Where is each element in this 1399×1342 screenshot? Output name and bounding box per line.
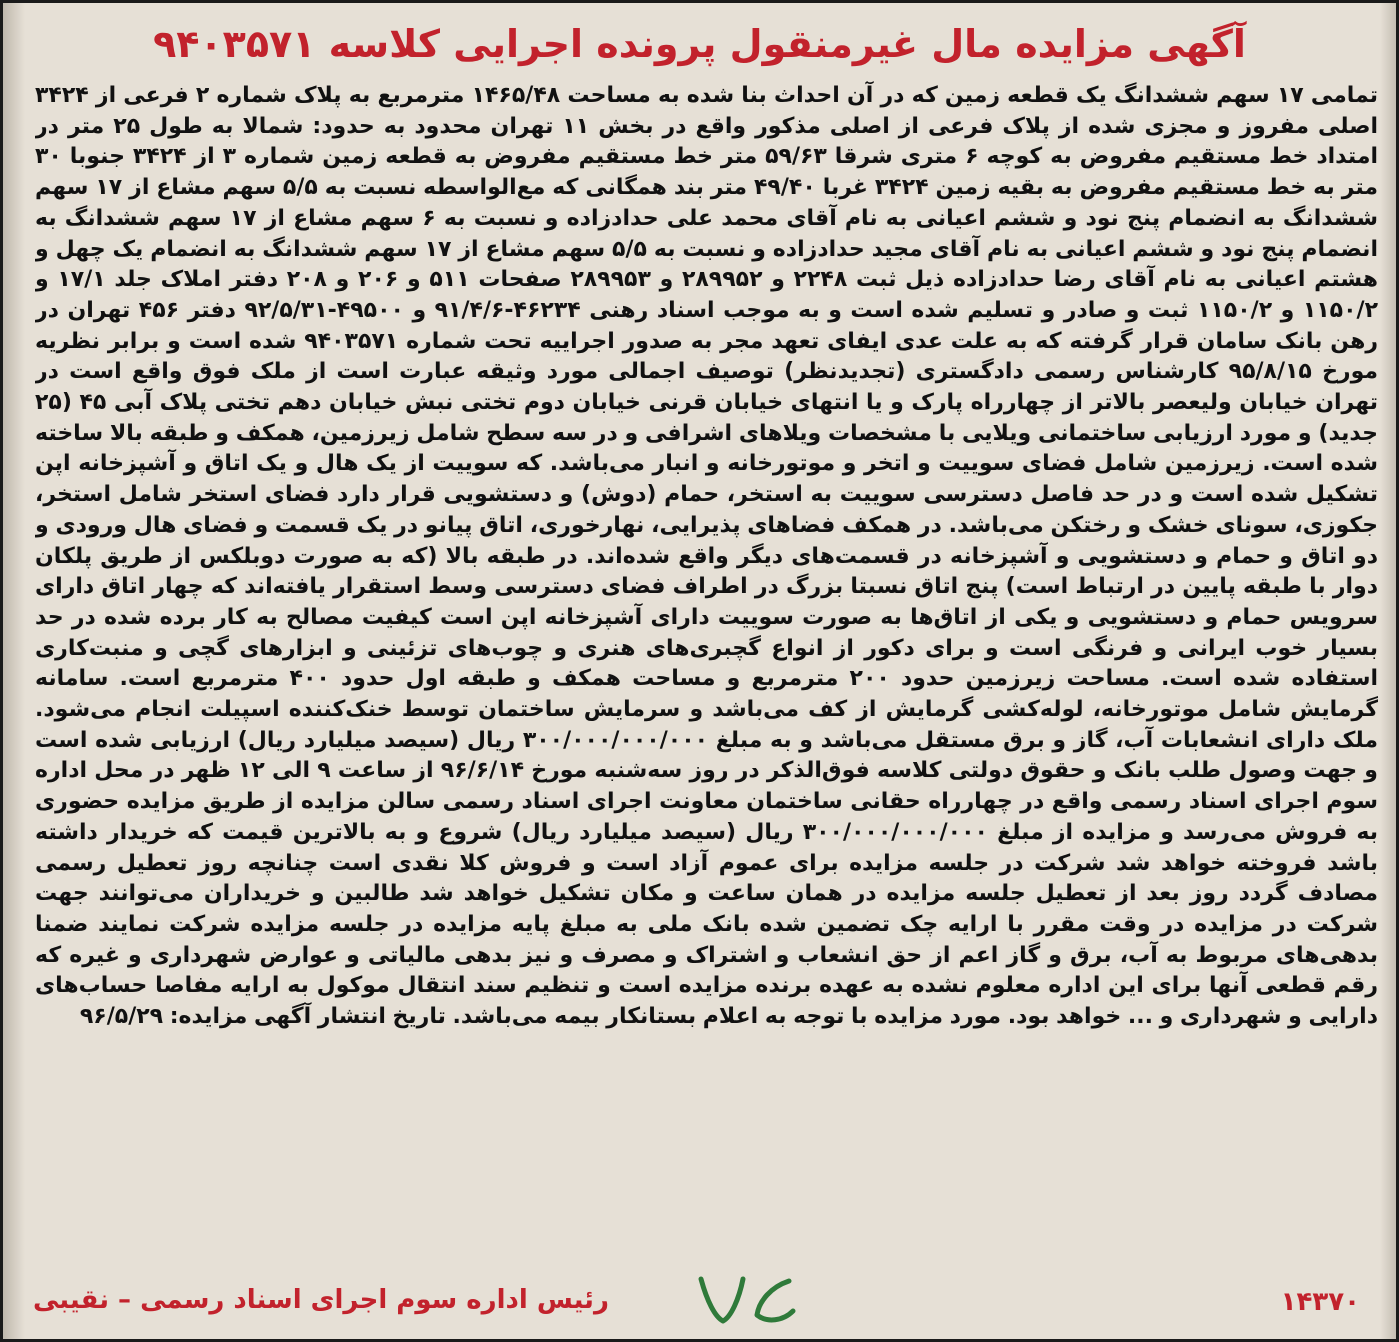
notice-body-text: تمامی ۱۷ سهم ششدانگ یک قطعه زمین که در آن احداث بنا شده به مساحت ۱۴۶۵/۴۸ مترمربع به پلاک شماره ۲ فرعی از ۳۴۲۴ اصلی مفروز و مجزی شده از پلاک فرعی از اصلی مذکور واقع در بخش ۱۱ تهران محدود به حدود: شمالا به طول ۲۵ متر در امتداد خط مستقیم مفروض به کوچه ۶ متری شرقا ۵۹/۶۳ متر خط مستقیم مفروض به قطعه زمین شماره ۳ از ۳۴۲۴ جنوبا ۳۰ متر به خط مستقیم مفروض به بقیه زمین ۳۴۲۴ غربا ۴۹/۴۰ متر بند همگانی که مع‌الواسطه نسبت به ۵/۵ سهم مشاع از ۱۷ سهم ششدانگ به انضمام پنج نود و ششم اعیانی به نام آقای محمد علی حدادزاده و نسبت به ۶ سهم مشاع از ۱۷ سهم ششدانگ به انضمام پنج نود و ششم اعیانی به نام آقای مجید حدادزاده و نسبت به ۵/۵ سهم مشاع از ۱۷ سهم ششدانگ به انضمام یک چهل و هشتم اعیانی به نام آقای رضا حدادزاده ذیل ثبت ۲۲۴۸ و ۲۸۹۹۵۲ و ۲۸۹۹۵۳ صفحات ۵۱۱ و ۲۰۶ و ۲۰۸ دفتر املاک جلد ۱۷/۱ و ۱۱۵۰/۲ و ۱۱۵۰/۲ ثبت و صادر و تسلیم شده است و به موجب اسناد رهنی ۴۶۲۳۴-۹۱/۴/۶ و ۴۹۵۰۰-۹۲/۵/۳۱ دفتر ۴۵۶ تهران در رهن بانک سامان قرار گرفته که به علت عدی ایفای تعهد مجر به صدور اجراییه تحت شماره ۹۴۰۳۵۷۱ شده است و برابر نظریه مورخ ۹۵/۸/۱۵ کارشناس رسمی دادگستری (تجدیدنظر) توصیف اجمالی مورد وثیقه عبارت است از ملک فوق واقع است در تهران خیابان ولیعصر بالاتر از چهارراه پارک و یا انتهای خیابان قرنی خیابان دوم تختی نبش خیابان دهم تختی پلاک آبی ۴۵ (۲۵ جدید) و مورد ارزیابی ساختمانی ویلایی با مشخصات ویلاهای اشرافی و در سه سطح شامل زیرزمین، همکف و طبقه بالا ساخته شده است. زیرزمین شامل فضای سوییت و اتخر و موتورخانه و انبار می‌باشد. که سوییت از یک هال و یک اتاق و آشپزخانه اپن تشکیل شده است و در حد فاصل دسترسی سوییت به استخر، حمام (دوش) و دستشویی قرار دارد فضای استخر شامل استخر، جکوزی، سونای خشک و رختکن می‌باشد. در همکف فضاهای پذیرایی، نهارخوری، اتاق پیانو در یک قسمت و فضای هال ورودی و دو اتاق و حمام و دستشویی و آشپزخانه در قسمت‌های دیگر واقع شده‌اند. در طبقه بالا (که به صورت دوبلکس از طریق پلکان دوار با طبقه پایین در ارتباط است) پنج اتاق نسبتا بزرگ در اطراف فضای دسترسی وسط استقرار یافته‌اند که چهار اتاق دارای سرویس حمام و دستشویی و یکی از اتاق‌ها به صورت سوییت دارای آشپزخانه اپن است کیفیت مصالح به کار برده شده در حد بسیار خوب ایرانی و فرنگی است و برای دکور از انواع گچبری‌های هنری و چوب‌های تزئینی و ابزارهای گچی و منبت‌کاری استفاده شده است. مساحت زیرزمین حدود ۲۰۰ مترمربع و مساحت همکف و طبقه اول حدود ۴۰۰ مترمربع است. سامانه گرمایش شامل موتورخانه، لوله‌کشی گرمایش از کف می‌باشد و سرمایش ساختمان توسط خنک‌کننده اسپیلت انجام می‌شود. ملک دارای انشعابات آب، گاز و برق مستقل می‌باشد و به مبلغ ۳۰۰/۰۰۰/۰۰۰/۰۰۰ ریال (سیصد میلیارد ریال) ارزیابی شده است و جهت وصول طلب بانک و حقوق دولتی کلاسه فوق‌الذکر در روز سه‌شنبه مورخ ۹۶/۶/۱۴ از ساعت ۹ الی ۱۲ ظهر در محل اداره سوم اجرای اسناد رسمی واقع در چهارراه حقانی ساختمان معاونت اجرای اسناد رسمی سالن مزایده از طریق مزایده حضوری به فروش می‌رسد و مزایده از مبلغ ۳۰۰/۰۰۰/۰۰۰/۰۰۰ ریال (سیصد میلیارد ریال) شروع و به بالاترین قیمت که خریدار داشته باشد فروخته خواهد شد شرکت در جلسه مزایده برای عموم آزاد است و فروش کلا نقدی است چنانچه روز تعطیل رسمی مصادف گردد روز بعد از تعطیل جلسه مزایده در همان ساعت و مکان تشکیل خواهد شد طالبین و خریداران می‌توانند جهت شرکت در مزایده در وقت مقرر با ارایه چک تضمین شده بانک ملی به مبلغ پایه مزایده در جلسه مزایده شرکت نمایند ضمنا بدهی‌های مربوط به آب، برق و گاز اعم از حق انشعاب و اشتراک و مصرف و نیز بدهی مالیاتی و عوارض شهرداری و غیره که رقم قطعی آنها برای این اداره معلوم نشده به عهده برنده مزایده است و تنظیم سند انتقال موکول به ارایه مفاصا حساب‌های دارایی و شهرداری و ... خواهد بود. مورد مزایده با توجه به اعلام بستانکار بیمه می‌باشد. bbox=[35, 83, 1378, 1030]
handwritten-number-mark bbox=[693, 1271, 803, 1327]
signature-line: رئیس اداره سوم اجرای اسناد رسمی – نقیبی bbox=[33, 1285, 609, 1315]
left-edge-shadow bbox=[3, 3, 25, 1339]
right-edge-shadow bbox=[1380, 3, 1396, 1339]
ad-code: ۱۴۳۷۰ bbox=[1280, 1287, 1360, 1317]
notice-title: آگهی مزایده مال غیرمنقول پرونده اجرایی کلاسه ۹۴۰۳۵۷۱ bbox=[153, 22, 1246, 66]
notice-footer bbox=[3, 1269, 1396, 1329]
notice-body bbox=[35, 81, 1378, 1261]
publication-date: تاریخ انتشار آگهی مزایده: ۹۶/۵/۲۹ bbox=[79, 1004, 446, 1030]
